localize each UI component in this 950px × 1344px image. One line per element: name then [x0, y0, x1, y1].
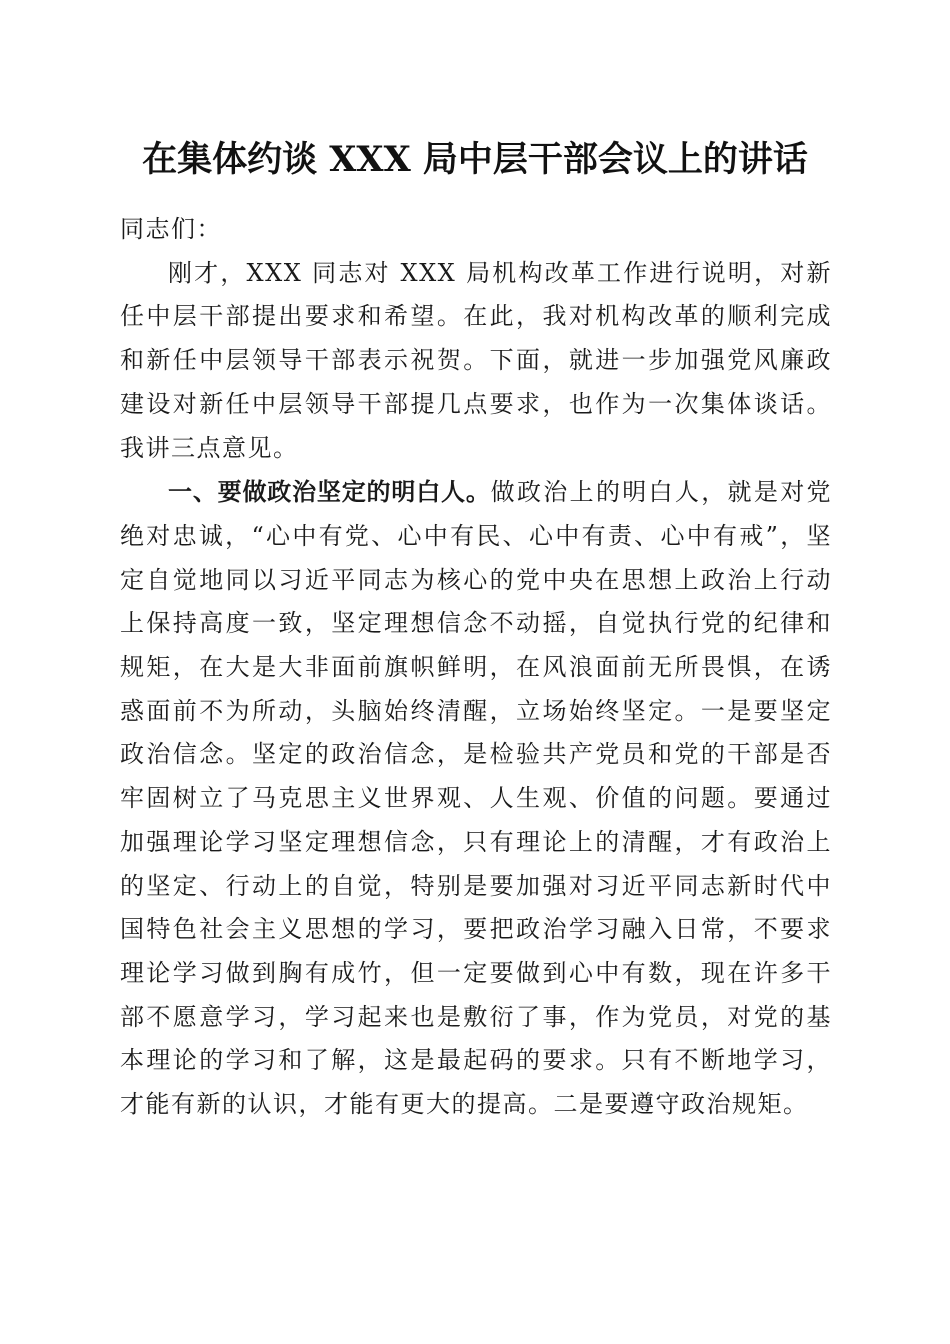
document-body: [120, 208, 832, 1127]
section-1-body: 做政治上的明白人，就是对党绝对忠诚，“心中有党、心中有民、心中有责、心中有戒”，坚定自觉地同以习近平同志为核心的党中央在思想上政治上行动上保持高度一致，坚定理想信念不动摇，自觉执行党的纪律和规矩，在大是大非面前旗帜鲜明，在风浪面前无所畏惧，在诱惑面前不为所动，头脑始终清醒，立场始终坚定。一是要坚定政治信念。坚定的政治信念，是检验共产党员和党的干部是否牢固树立了马克思主义世界观、人生观、价值的问题。要通过加强理论学习坚定理想信念，只有理论上的清醒，才有政治上的坚定、行动上的自觉，特别是要加强对习近平同志新时代中国特色社会主义思想的学习，要把政治学习融入日常，不要求理论学习做到胸有成竹，但一定要做到心中有数，现在许多干部不愿意学习，学习起来也是敷衍了事，作为党员，对党的基本理论的学习和了解，这是最起码的要求。只有不断地学习，才能有新的认识，才能有更大的提高。二是要遵守政治规矩。: [120, 478, 833, 1119]
document-title: 在集体约谈 XXX 局中层干部会议上的讲话: [142, 139, 808, 180]
section-1-heading: 一、要做政治坚定的明白人。: [168, 477, 491, 507]
salutation: 同志们：: [120, 215, 222, 243]
paragraph-section-1: [120, 470, 832, 1127]
paragraph-intro: 刚才，XXX 同志对 XXX 局机构改革工作进行说明，对新任中层干部提出要求和希望。在此，我对机构改革的顺利完成和新任中层领导干部表示祝贺。下面，就进一步加强党风廉政建设对新任中层领导干部提几点要求，也作为一次集体谈话。我讲三点意见。: [120, 258, 832, 462]
